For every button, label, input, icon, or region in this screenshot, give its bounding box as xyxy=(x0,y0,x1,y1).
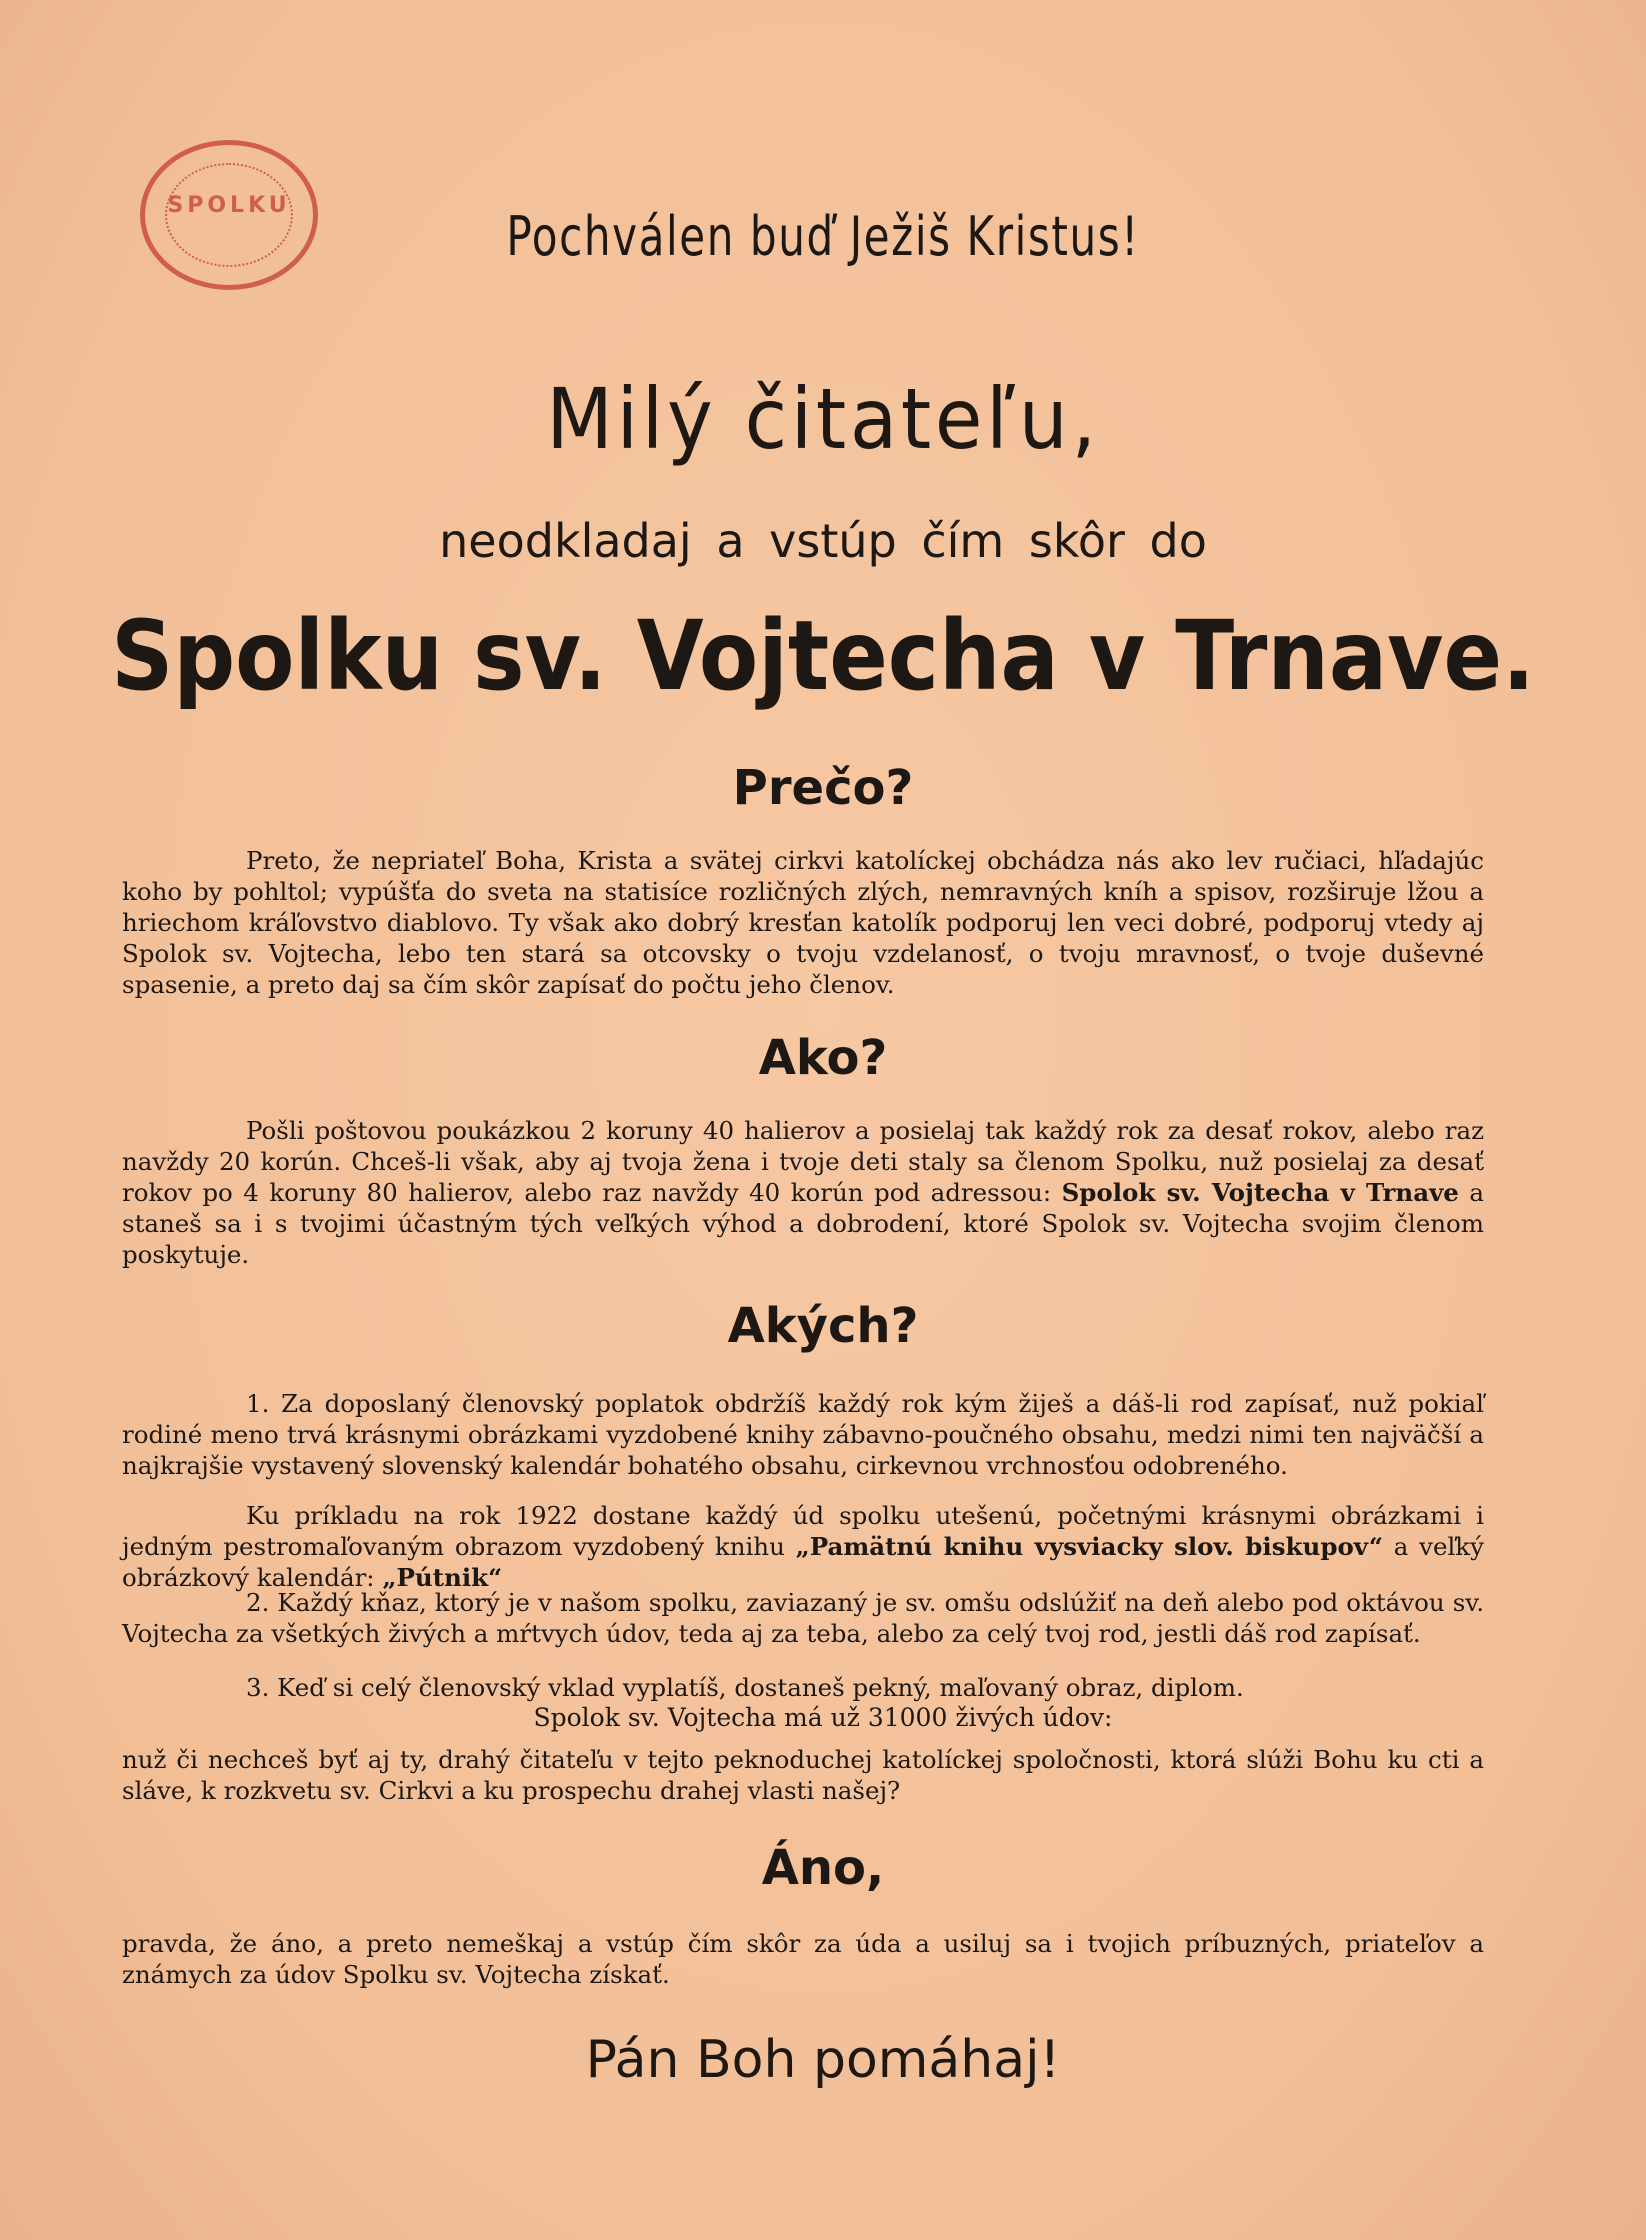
paragraph-question: nuž či nechceš byť aj ty, drahý čitateľu v tejto peknoduchej katolíckej spoločnosti, ktorá slúži Bohu ku cti a sláve, k rozkvetu sv. Cirkvi a ku prospechu drahej vlasti našej? xyxy=(122,1745,1484,1805)
members-line: Spolok sv. Vojtecha má už 31000 živých údov: xyxy=(533,1703,1113,1732)
heading-akych: Akých? xyxy=(727,1298,919,1354)
paragraph-example xyxy=(122,1500,1484,1593)
stamp-text: SPOLKU xyxy=(167,193,291,218)
example-book: „Pamätnú knihu vysviacky slov. biskupov“ xyxy=(795,1532,1384,1561)
paragraph-ako xyxy=(122,1115,1484,1270)
closing-line: Pán Boh pomáhaj! xyxy=(585,2030,1061,2090)
example-mid: a veľký obrázkový kalendár: xyxy=(122,1532,1484,1592)
heading-ano: Áno, xyxy=(761,1840,885,1896)
paragraph-point3: 3. Keď si celý členovský vklad vyplatíš, dostaneš pekný, maľovaný obraz, diplom. xyxy=(246,1673,1244,1702)
paragraph-ano: pravda, že áno, a preto nemeškaj a vstúp čím skôr za úda a usiluj sa i tvojich príbuzných, priateľov a známych za údov Spolku sv. Vojtecha získať. xyxy=(122,1929,1484,1989)
ako-text-end: a staneš sa i s tvojimi účastným tých veľkých výhod a dobrodení, ktoré Spolok sv. Vojtecha svojim členom poskytuje. xyxy=(122,1178,1484,1269)
paragraph-preco: Preto, že nepriateľ Boha, Krista a svätej cirkvi katolíckej obchádza nás ako lev ručiaci, hľadajúc koho by pohltol; vypúšťa do sveta na statisíce rozličných zlých, nemravných kníh a spisov, rozširuje lžou a hriechom kráľovstvo diablovo. Ty však ako dobrý kresťan katolík podporuj len veci dobré, podporuj vtedy aj Spolok sv. Vojtecha, lebo ten stará sa otcovsky o tvoju vzdelanosť, o tvoju mravnosť, o tvoje duševné spasenie, a preto daj sa čím skôr zapísať do počtu jeho členov. xyxy=(122,846,1484,999)
example-calendar: „Pútnik“ xyxy=(382,1563,503,1592)
example-start: Ku príkladu na rok 1922 dostane každý úd spolku utešenú, početnými krásnymi obrázkami i jedným pestromaľovaným obrazom vyzdobený knihu xyxy=(122,1501,1484,1561)
organization-name: Spolku sv. Vojtecha v Trnave. xyxy=(111,600,1535,712)
ako-text-start: Pošli poštovou poukázkou 2 koruny 40 halierov a posielaj tak každý rok za desať rokov, alebo raz navždy 20 korún. Chceš-li však, aby aj tvoja žena i tvoje deti staly sa členom Spolku, nuž posielaj za desať rokov po 4 koruny 80 halierov, alebo raz navždy 40 korún pod adressou: xyxy=(122,1116,1484,1207)
paragraph-point2: 2. Každý kňaz, ktorý je v našom spolku, zaviazaný je sv. omšu odslúžiť na deň alebo pod oktávou sv. Vojtecha za všetkých živých a mŕtvych údov, teda aj za teba, alebo za celý tvoj rod, jestli dáš rod zapísať. xyxy=(122,1588,1484,1648)
title: Milý čitateľu, xyxy=(546,370,1100,468)
ako-address: Spolok sv. Vojtecha v Trnave xyxy=(1061,1178,1459,1207)
heading-preco: Prečo? xyxy=(732,760,914,816)
subtitle: neodkladaj a vstúp čím skôr do xyxy=(439,514,1207,568)
heading-ako: Ako? xyxy=(758,1030,888,1086)
paragraph-point1: 1. Za doposlaný členovský poplatok obdržíš každý rok kým žiješ a dáš-li rod zapísať, nuž pokiaľ rodiné meno trvá krásnymi obrázkami vyzdobené knihy zábavno-poučného obsahu, medzi nimi ten najväčší a najkrajšie vystavený slovenský kalendár bohatého obsahu, cirkevnou vrchnosťou odobreného. xyxy=(122,1389,1484,1480)
greeting: Pochválen buď Ježiš Kristus! xyxy=(506,205,1140,268)
